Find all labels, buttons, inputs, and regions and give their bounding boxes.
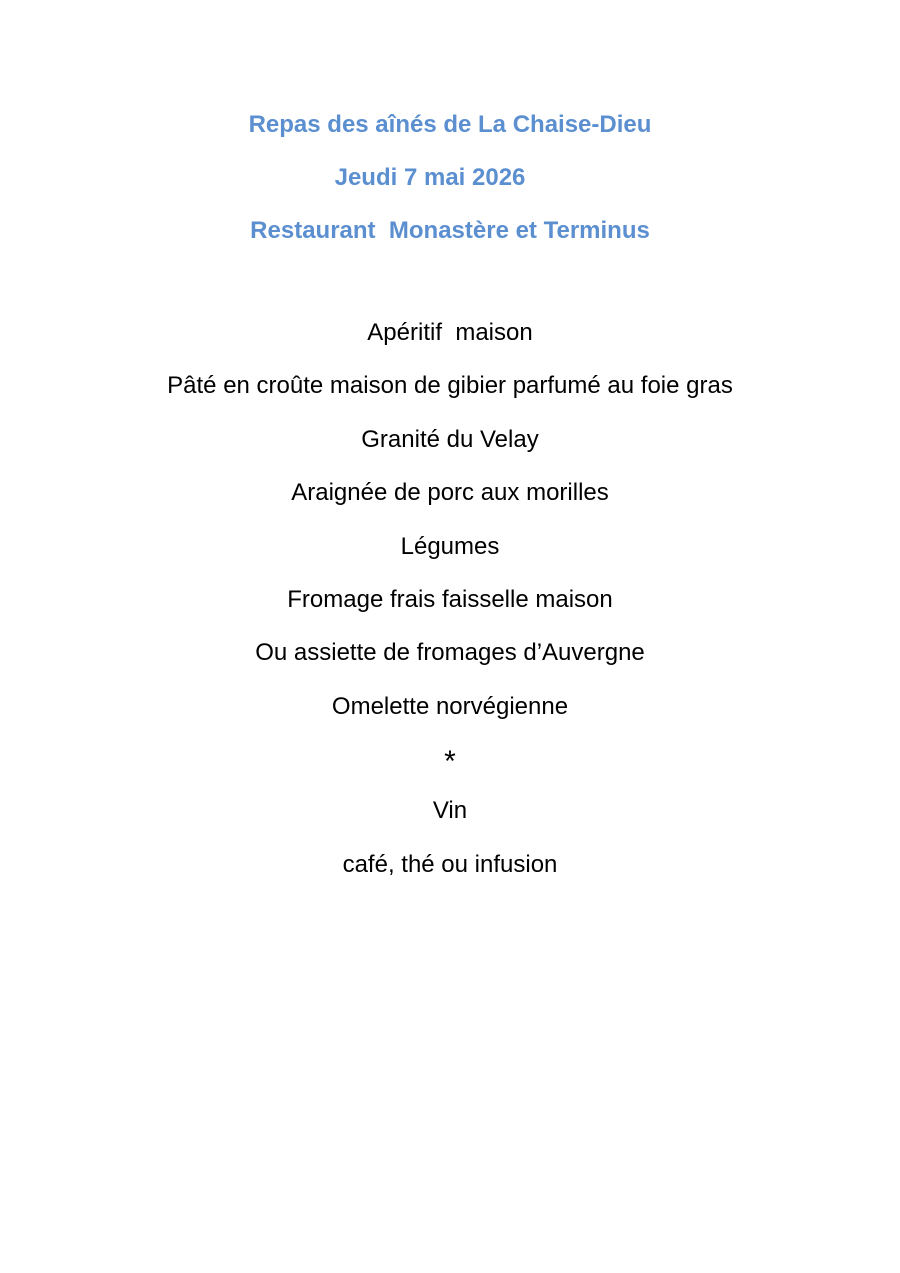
menu-item-hot-drinks: café, thé ou infusion	[342, 850, 558, 878]
event-date: Jeudi 7 mai 2026	[334, 164, 526, 191]
menu-item-aperitif: Apéritif maison	[367, 319, 533, 346]
menu-item-granite: Granité du Velay	[361, 425, 539, 453]
event-title: Repas des aînés de La Chaise-Dieu	[248, 111, 652, 138]
menu-item-pate: Pâté en croûte maison de gibier parfumé au foie gras	[167, 372, 733, 400]
menu-item-dessert: Omelette norvégienne	[331, 692, 569, 720]
menu-separator-asterisk: *	[444, 745, 456, 779]
menu-item-main-course: Araignée de porc aux morilles	[291, 479, 609, 507]
menu-item-fromage-frais: Fromage frais faisselle maison	[287, 585, 613, 613]
event-venue: Restaurant Monastère et Terminus	[250, 217, 650, 244]
menu-item-wine: Vin	[432, 797, 468, 825]
menu-item-vegetables: Légumes	[400, 532, 500, 560]
menu-list	[0, 317, 900, 902]
menu-item-cheese-plate: Ou assiette de fromages d’Auvergne	[255, 639, 645, 667]
